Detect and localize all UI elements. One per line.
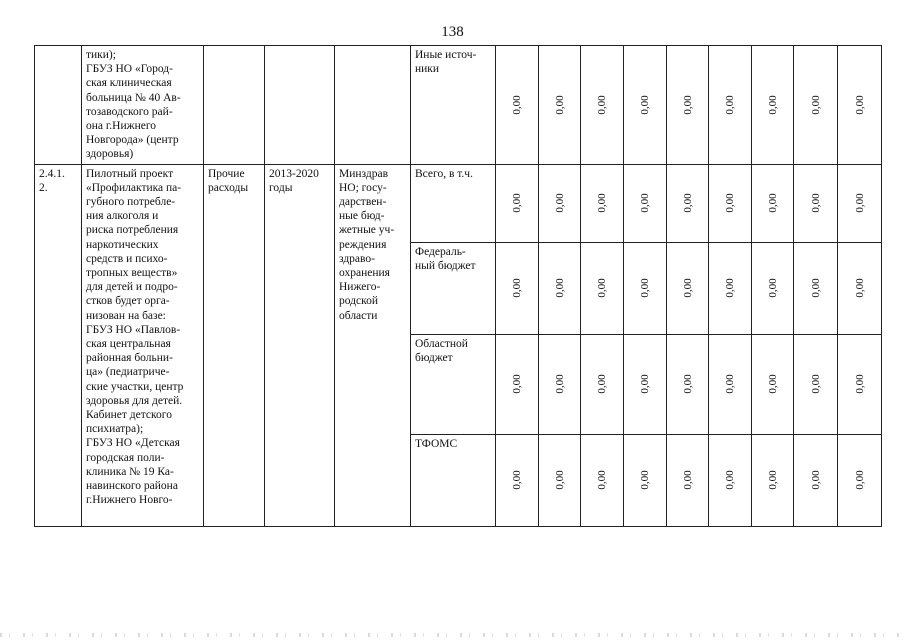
value-cell: 0,00 [496,242,539,334]
value-cell: 0,00 [624,334,667,434]
item-number-cell [35,46,82,165]
funding-source-cell: Иные источ- ники [411,46,496,165]
funding-source-cell: Федераль- ный бюджет [411,242,496,334]
page-number: 138 [441,24,464,40]
funding-source-cell: Областной бюджет [411,334,496,434]
value-cell: 0,00 [539,242,581,334]
value-cell: 0,00 [794,46,838,165]
value-cell: 0,00 [709,164,752,242]
value-cell: 0,00 [496,164,539,242]
value-cell: 0,00 [838,242,882,334]
financing-table [34,45,882,527]
value-cell: 0,00 [667,46,709,165]
value-cell: 0,00 [581,164,624,242]
executor-cell [335,46,411,165]
item-name-cell: Пилотный проект «Профилактика па- губного потребле- ния алкоголя и риска потребления наркотических средств и психо- тропных веществ» для детей и подро- стков будет орга- низован на базе: ГБУЗ НО «Павлов- ская центральная районная больни- ца» (педиатриче- ские участки, центр здоровья для детей. Кабинет детского психиатра); ГБУЗ НО «Детская городская поли- клиника № 19 Ка- навинского района г.Нижнего Новго- [82,164,204,526]
value-cell: 0,00 [667,434,709,526]
value-cell: 0,00 [667,164,709,242]
item-name-cell: тики); ГБУЗ НО «Город- ская клиническая больница № 40 Ав- тозаводского рай- она г.Нижнего Новгорода» (центр здоровья) [82,46,204,165]
period-cell [265,46,335,165]
value-cell: 0,00 [709,46,752,165]
value-cell: 0,00 [709,334,752,434]
expense-type-cell: Прочие расходы [204,164,265,526]
period-cell: 2013-2020 годы [265,164,335,526]
executor-cell: Минздрав НО; госу- дарствен- ные бюд- жетные уч- реждения здраво- охранения Нижего- родской области [335,164,411,526]
value-cell: 0,00 [539,164,581,242]
value-cell: 0,00 [581,46,624,165]
value-cell: 0,00 [794,164,838,242]
value-cell: 0,00 [752,242,794,334]
value-cell: 0,00 [539,46,581,165]
value-cell: 0,00 [539,434,581,526]
table-row [35,46,882,165]
item-number-cell: 2.4.1. 2. [35,164,82,526]
value-cell: 0,00 [667,334,709,434]
value-cell: 0,00 [496,334,539,434]
expense-type-cell [204,46,265,165]
value-cell: 0,00 [496,434,539,526]
value-cell: 0,00 [794,334,838,434]
value-cell: 0,00 [667,242,709,334]
value-cell: 0,00 [752,434,794,526]
value-cell: 0,00 [581,242,624,334]
value-cell: 0,00 [752,46,794,165]
value-cell: 0,00 [624,242,667,334]
value-cell: 0,00 [752,334,794,434]
value-cell: 0,00 [838,46,882,165]
table-row [35,164,882,242]
funding-source-cell: ТФОМС [411,434,496,526]
value-cell: 0,00 [709,434,752,526]
value-cell: 0,00 [794,434,838,526]
value-cell: 0,00 [838,334,882,434]
value-cell: 0,00 [752,164,794,242]
value-cell: 0,00 [838,164,882,242]
value-cell: 0,00 [624,164,667,242]
value-cell: 0,00 [496,46,539,165]
value-cell: 0,00 [794,242,838,334]
value-cell: 0,00 [581,434,624,526]
value-cell: 0,00 [838,434,882,526]
funding-source-cell: Всего, в т.ч. [411,164,496,242]
value-cell: 0,00 [539,334,581,434]
value-cell: 0,00 [624,434,667,526]
value-cell: 0,00 [709,242,752,334]
scan-artifact-line [0,633,905,637]
value-cell: 0,00 [624,46,667,165]
value-cell: 0,00 [581,334,624,434]
